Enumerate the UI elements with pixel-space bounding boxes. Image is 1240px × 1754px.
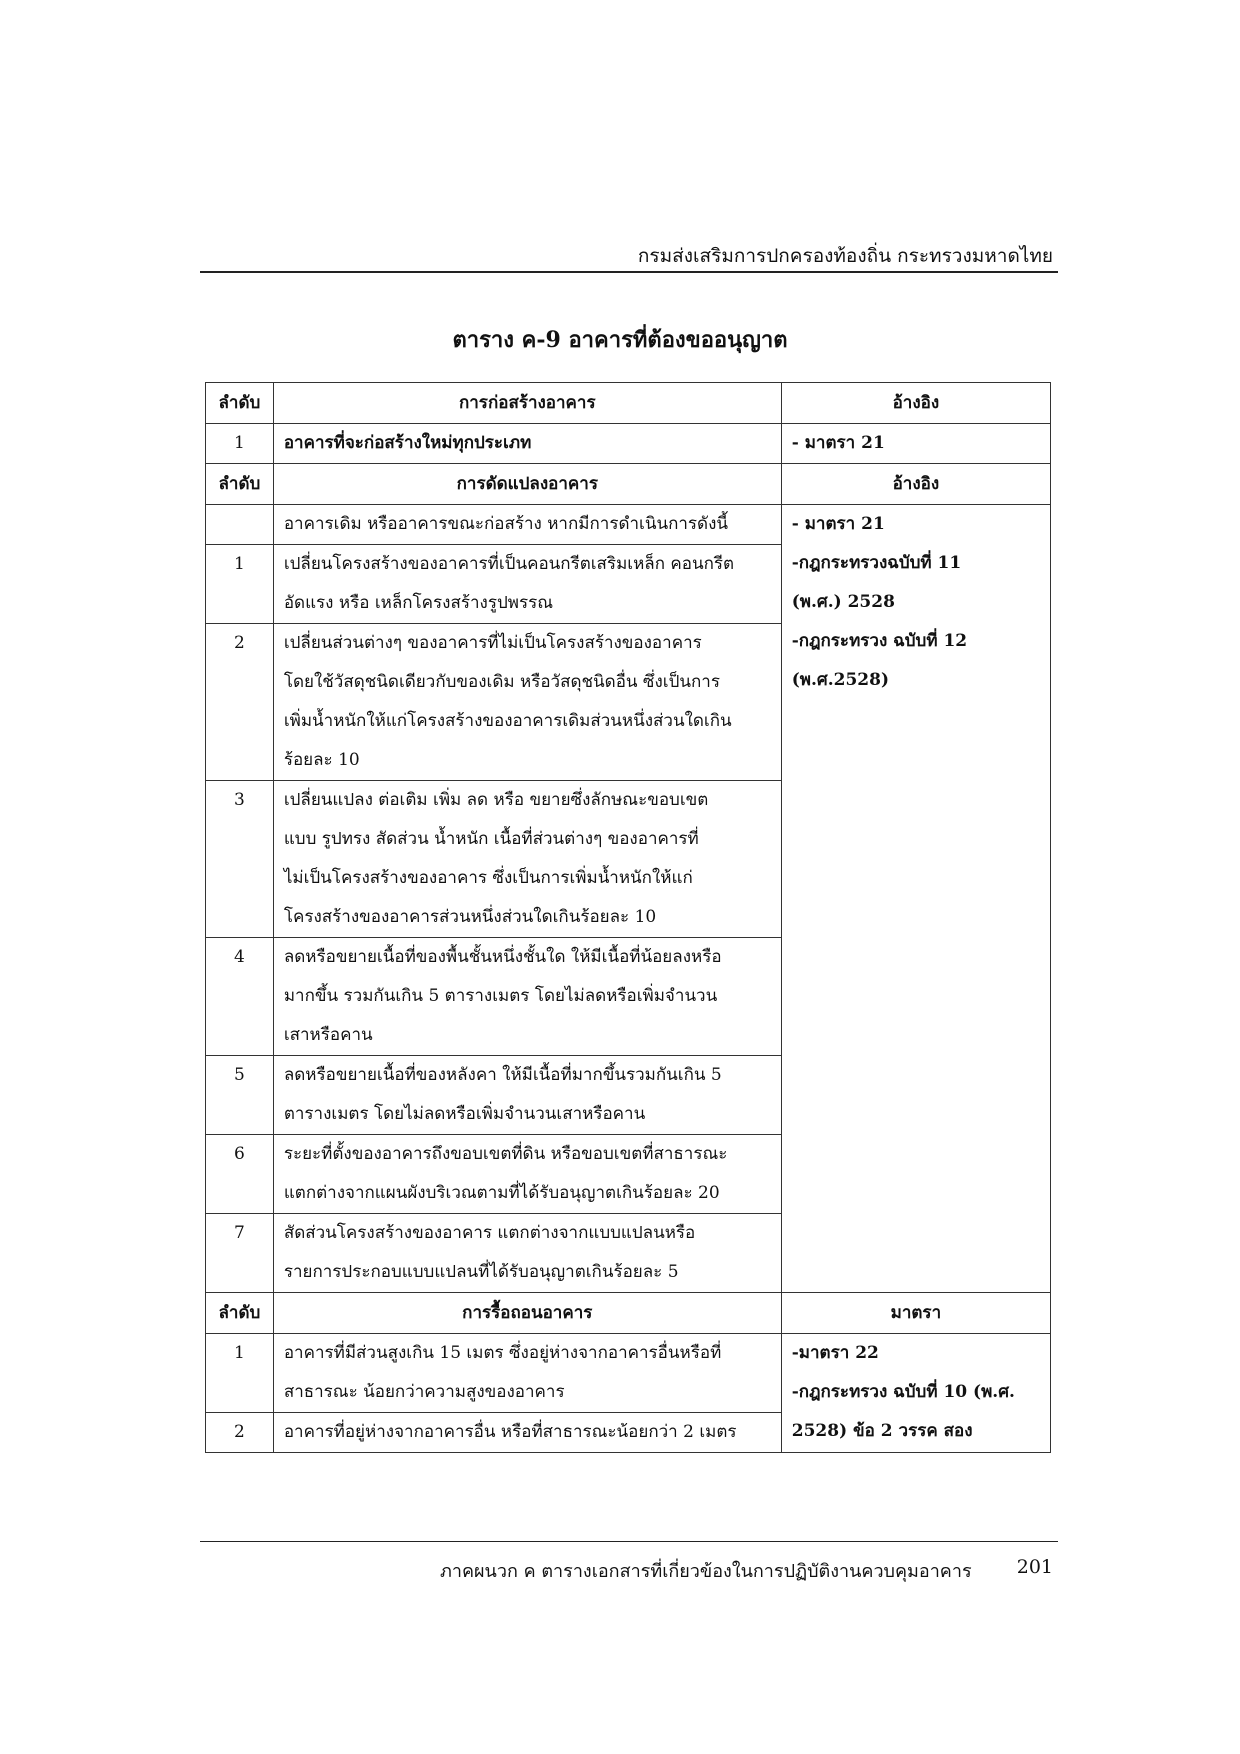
row-no (206, 505, 274, 545)
row-no: 3 (206, 781, 274, 938)
desc-line: โครงสร้างของอาคารส่วนหนึ่งส่วนใดเกินร้อยละ 10 (283, 907, 657, 927)
permit-table (205, 382, 1051, 1453)
row-no: 1 (206, 1334, 274, 1413)
ref-line: 2528) ข้อ 2 วรรค สอง (791, 1421, 973, 1441)
desc-line: แตกต่างจากแผนผังบริเวณตามที่ได้รับอนุญาตเกินร้อยละ 20 (283, 1183, 720, 1203)
row-desc (273, 624, 781, 781)
desc-line: ลดหรือขยายเนื้อที่ของหลังคา ให้มีเนื้อที่มากขึ้นรวมกันเกิน 5 (283, 1065, 722, 1085)
desc-line: สาธารณะ น้อยกว่าความสูงของอาคาร (283, 1382, 565, 1402)
desc-line: โดยใช้วัสดุชนิดเดียวกับของเดิม หรือวัสดุชนิดอื่น ซึ่งเป็นการ (283, 672, 720, 692)
modification-references (781, 505, 1050, 1293)
row-desc (273, 1135, 781, 1214)
row-ref: - มาตรา 21 (781, 424, 1050, 464)
col-no-header: ลำดับ (206, 1293, 274, 1334)
row-desc: อาคารเดิม หรืออาคารขณะก่อสร้าง หากมีการดำเนินการดังนี้ (273, 505, 781, 545)
row-no: 6 (206, 1135, 274, 1214)
row-desc (273, 1334, 781, 1413)
header-rule (200, 271, 1058, 273)
col-ref-header: มาตรา (781, 1293, 1050, 1334)
table-row (206, 424, 1051, 464)
ref-line: -กฎกระทรวงฉบับที่ 11 (791, 553, 962, 573)
ref-line: -กฎกระทรวง ฉบับที่ 10 (พ.ศ. (791, 1382, 1015, 1402)
desc-line: ไม่เป็นโครงสร้างของอาคาร ซึ่งเป็นการเพิ่มน้ำหนักให้แก่ (283, 868, 693, 888)
row-no: 5 (206, 1056, 274, 1135)
page-header: กรมส่งเสริมการปกครองท้องถิ่น กระทรวงมหาดไทย (637, 245, 1053, 267)
row-desc (273, 781, 781, 938)
row-no: 4 (206, 938, 274, 1056)
col-desc-header: การรื้อถอนอาคาร (273, 1293, 781, 1334)
row-no: 7 (206, 1214, 274, 1293)
desc-line: รายการประกอบแบบแปลนที่ได้รับอนุญาตเกินร้อยละ 5 (283, 1262, 679, 1282)
desc-line: ร้อยละ 10 (283, 750, 360, 770)
desc-line: มากขึ้น รวมกันเกิน 5 ตารางเมตร โดยไม่ลดหรือเพิ่มจำนวน (283, 986, 718, 1006)
col-desc-header: การก่อสร้างอาคาร (273, 383, 781, 424)
row-desc (273, 1413, 781, 1453)
ref-line: (พ.ศ.) 2528 (791, 592, 895, 612)
row-desc (273, 1214, 781, 1293)
demolition-references (781, 1334, 1050, 1453)
row-no: 2 (206, 1413, 274, 1453)
desc-line: เปลี่ยนแปลง ต่อเติม เพิ่ม ลด หรือ ขยายซึ่งลักษณะขอบเขต (283, 790, 709, 810)
table-title: ตาราง ค-9 อาคารที่ต้องขออนุญาต (452, 327, 788, 353)
col-ref-header: อ้างอิง (781, 383, 1050, 424)
desc-line: อัดแรง หรือ เหล็กโครงสร้างรูปพรรณ (283, 593, 553, 613)
ref-line: (พ.ศ.2528) (791, 670, 889, 690)
desc-line: อาคารที่มีส่วนสูงเกิน 15 เมตร ซึ่งอยู่ห่างจากอาคารอื่นหรือที่ (283, 1343, 722, 1363)
desc-line: ระยะที่ตั้งของอาคารถึงขอบเขตที่ดิน หรือขอบเขตที่สาธารณะ (283, 1144, 728, 1164)
page-number: 201 (1016, 1556, 1053, 1578)
row-desc (273, 545, 781, 624)
section-header-demolition (206, 1293, 1051, 1334)
table-row (206, 505, 1051, 545)
col-no-header: ลำดับ (206, 464, 274, 505)
desc-line: เปลี่ยนโครงสร้างของอาคารที่เป็นคอนกรีตเสริมเหล็ก คอนกรีต (283, 554, 735, 574)
desc-line: ตารางเมตร โดยไม่ลดหรือเพิ่มจำนวนเสาหรือคาน (283, 1104, 646, 1124)
desc-line: ลดหรือขยายเนื้อที่ของพื้นชั้นหนึ่งชั้นใด ให้มีเนื้อที่น้อยลงหรือ (283, 947, 722, 967)
desc-line: อาคารที่อยู่ห่างจากอาคารอื่น หรือที่สาธารณะน้อยกว่า 2 เมตร (283, 1422, 737, 1442)
section-header-modification (206, 464, 1051, 505)
table-row (206, 1334, 1051, 1413)
col-ref-header: อ้างอิง (781, 464, 1050, 505)
page-footer: ภาคผนวก ค ตารางเอกสารที่เกี่ยวข้องในการปฏิบัติงานควบคุมอาคาร (440, 1561, 972, 1582)
row-no: 1 (206, 424, 274, 464)
ref-line: - มาตรา 21 (791, 514, 885, 534)
row-desc (273, 1056, 781, 1135)
desc-line: เปลี่ยนส่วนต่างๆ ของอาคารที่ไม่เป็นโครงสร้างของอาคาร (283, 633, 702, 653)
row-desc: อาคารที่จะก่อสร้างใหม่ทุกประเภท (273, 424, 781, 464)
ref-line: -กฎกระทรวง ฉบับที่ 12 (791, 631, 968, 651)
desc-line: เสาหรือคาน (283, 1025, 373, 1045)
desc-line: เพิ่มน้ำหนักให้แก่โครงสร้างของอาคารเดิมส่วนหนึ่งส่วนใดเกิน (283, 711, 732, 731)
desc-line: สัดส่วนโครงสร้างของอาคาร แตกต่างจากแบบแปลนหรือ (283, 1223, 696, 1243)
ref-line: -มาตรา 22 (791, 1343, 879, 1363)
col-desc-header: การดัดแปลงอาคาร (273, 464, 781, 505)
row-no: 1 (206, 545, 274, 624)
desc-line: แบบ รูปทรง สัดส่วน น้ำหนัก เนื้อที่ส่วนต่างๆ ของอาคารที่ (283, 829, 699, 849)
section-header-construction (206, 383, 1051, 424)
row-no: 2 (206, 624, 274, 781)
col-no-header: ลำดับ (206, 383, 274, 424)
row-desc (273, 938, 781, 1056)
footer-rule (200, 1541, 1058, 1542)
